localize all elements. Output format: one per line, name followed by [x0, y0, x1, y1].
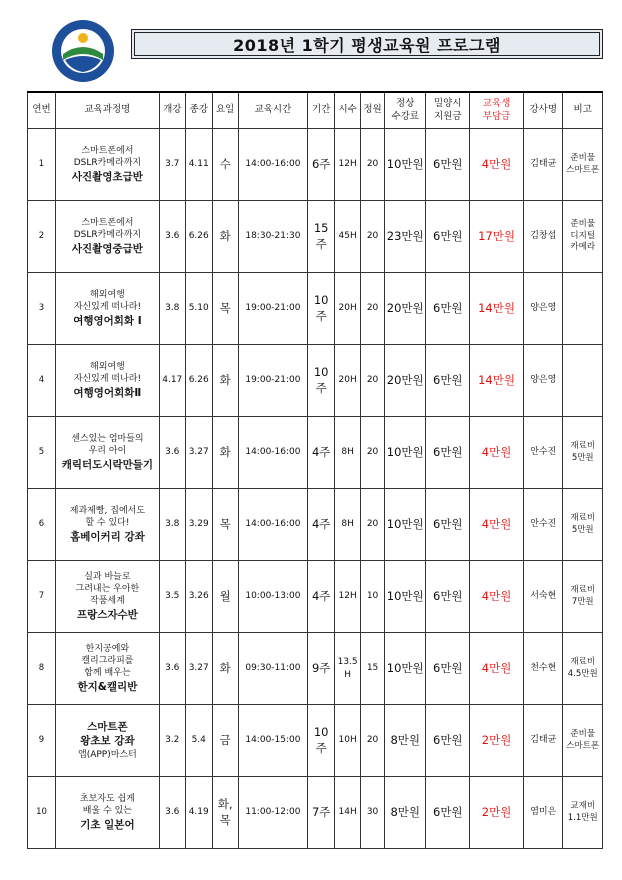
class-time: 09:30-11:00	[238, 633, 308, 705]
course-description-line: 해외여행	[90, 362, 125, 373]
course-description-line: 해외여행	[90, 290, 125, 301]
note-line: 7만원	[571, 596, 594, 607]
end-date: 5.10	[185, 273, 212, 345]
row-number: 9	[28, 705, 56, 777]
note-line: 5만원	[571, 452, 594, 463]
weekday: 월	[212, 561, 238, 633]
weekday: 화	[212, 633, 238, 705]
header-day: 요일	[212, 92, 238, 129]
header-student-line2: 부담금	[482, 110, 511, 122]
capacity: 20	[361, 417, 385, 489]
course-name-cell	[56, 273, 160, 345]
program-table	[27, 91, 603, 849]
regular-fee: 20만원	[384, 273, 426, 345]
regular-fee: 10만원	[384, 417, 426, 489]
weekday: 목	[212, 273, 238, 345]
table-row	[28, 777, 603, 849]
class-time: 10:00-13:00	[238, 561, 308, 633]
course-description-line: 초보자도 쉽게	[79, 794, 135, 805]
header-fee-line1: 정상	[396, 97, 415, 109]
note-cell	[563, 129, 603, 201]
row-number: 5	[28, 417, 56, 489]
header-capacity: 정원	[361, 92, 385, 129]
start-date: 3.7	[159, 129, 185, 201]
end-date: 3.29	[185, 489, 212, 561]
header-end: 종강	[185, 92, 212, 129]
total-hours-line: 13.5	[337, 657, 358, 668]
regular-fee: 10만원	[384, 561, 426, 633]
page-title: 2018년 1학기 평생교육원 프로그램	[233, 35, 501, 55]
course-name-cell	[56, 633, 160, 705]
start-date: 3.8	[159, 273, 185, 345]
city-support: 6만원	[426, 273, 470, 345]
student-charge: 2만원	[470, 777, 524, 849]
weekday: 수	[212, 129, 238, 201]
note-cell	[563, 777, 603, 849]
course-description-line: DSLR카메라까지	[73, 230, 142, 241]
course-title-bold: 사진촬영중급반	[71, 242, 143, 255]
capacity: 10	[361, 561, 385, 633]
header-support-line1: 밀양시	[434, 97, 462, 109]
instructor-name: 천수현	[524, 633, 563, 705]
student-charge: 14만원	[470, 345, 524, 417]
start-date: 3.8	[159, 489, 185, 561]
row-number: 6	[28, 489, 56, 561]
start-date: 3.6	[159, 201, 185, 273]
total-hours: 20H	[335, 273, 361, 345]
city-support: 6만원	[426, 633, 470, 705]
note-cell	[563, 201, 603, 273]
note-line: 스마트폰	[566, 740, 600, 751]
regular-fee: 10만원	[384, 489, 426, 561]
course-subtitle: 앱(APP)마스터	[78, 749, 137, 760]
weekday: 화	[212, 345, 238, 417]
total-hours: 10H	[335, 705, 361, 777]
table-body	[28, 129, 603, 849]
note-line: 재료비	[570, 585, 596, 596]
start-date: 3.6	[159, 417, 185, 489]
capacity: 20	[361, 345, 385, 417]
course-description-line: 함께 배우는	[84, 668, 131, 679]
regular-fee: 8만원	[384, 777, 426, 849]
note-line: 1.1만원	[567, 812, 598, 823]
end-date: 6.26	[185, 345, 212, 417]
capacity: 20	[361, 201, 385, 273]
header-period: 기간	[308, 92, 335, 129]
student-charge: 17만원	[470, 201, 524, 273]
header-fee-line2: 수강료	[391, 110, 419, 122]
student-charge: 4만원	[470, 561, 524, 633]
weekday: 목	[212, 489, 238, 561]
weekday: 화	[212, 201, 238, 273]
student-charge: 4만원	[470, 417, 524, 489]
course-title-bold: 여행영어회화 I	[73, 314, 142, 327]
course-description-line: 한지공예와	[85, 644, 130, 655]
table-row	[28, 129, 603, 201]
instructor-name: 김창섭	[524, 201, 563, 273]
class-time: 14:00-16:00	[238, 489, 308, 561]
note-cell	[563, 633, 603, 705]
start-date: 3.6	[159, 777, 185, 849]
header-support	[426, 92, 470, 129]
row-number: 3	[28, 273, 56, 345]
total-hours: 20H	[335, 345, 361, 417]
note-cell	[563, 489, 603, 561]
total-hours	[335, 633, 361, 705]
duration-weeks: 15주	[308, 201, 335, 273]
note-line: 준비물	[570, 153, 596, 164]
course-description-line: 자신있게 떠나라!	[73, 302, 142, 313]
capacity: 20	[361, 705, 385, 777]
course-description-line: 할 수 있다!	[85, 518, 130, 529]
course-title-bold: 여행영어회화Ⅱ	[73, 386, 142, 399]
instructor-name: 안수진	[524, 489, 563, 561]
weekday: 화,목	[212, 777, 238, 849]
total-hours: 12H	[335, 561, 361, 633]
class-time: 14:00-16:00	[238, 129, 308, 201]
end-date: 4.19	[185, 777, 212, 849]
duration-weeks: 6주	[308, 129, 335, 201]
student-charge: 4만원	[470, 633, 524, 705]
start-date: 4.17	[159, 345, 185, 417]
course-name-cell	[56, 489, 160, 561]
total-hours: 8H	[335, 489, 361, 561]
city-support: 6만원	[426, 777, 470, 849]
duration-weeks: 10주	[308, 345, 335, 417]
header-support-line2: 지원금	[434, 110, 462, 122]
student-charge: 4만원	[470, 489, 524, 561]
header-course: 교육과정명	[56, 92, 160, 129]
instructor-name: 김태균	[524, 705, 563, 777]
table-row	[28, 561, 603, 633]
instructor-name: 양은영	[524, 273, 563, 345]
note-line: 교재비	[570, 801, 596, 812]
course-name-cell	[56, 345, 160, 417]
page-title-box	[131, 29, 603, 59]
capacity: 15	[361, 633, 385, 705]
note-cell	[563, 705, 603, 777]
note-line: 재료비	[570, 513, 596, 524]
table-row	[28, 201, 603, 273]
course-title-bold: 홈베이커리 강좌	[70, 530, 145, 543]
row-number: 7	[28, 561, 56, 633]
regular-fee: 8만원	[384, 705, 426, 777]
note-line: 카메라	[570, 242, 596, 253]
table-row	[28, 633, 603, 705]
header-no: 연번	[28, 92, 56, 129]
city-support: 6만원	[426, 561, 470, 633]
duration-weeks: 10주	[308, 705, 335, 777]
note-line: 스마트폰	[566, 164, 600, 175]
class-time: 14:00-16:00	[238, 417, 308, 489]
end-date: 3.27	[185, 633, 212, 705]
course-description-line: 센스있는 엄마들의	[71, 434, 144, 445]
start-date: 3.5	[159, 561, 185, 633]
start-date: 3.2	[159, 705, 185, 777]
end-date: 4.11	[185, 129, 212, 201]
row-number: 10	[28, 777, 56, 849]
end-date: 3.27	[185, 417, 212, 489]
logo-emblem-icon	[50, 18, 116, 84]
city-support: 6만원	[426, 201, 470, 273]
instructor-name: 염미은	[524, 777, 563, 849]
course-description-line: 실과 바늘로	[84, 572, 131, 583]
city-support: 6만원	[426, 129, 470, 201]
regular-fee: 23만원	[384, 201, 426, 273]
course-title-bold: 기초 일본어	[80, 818, 135, 831]
row-number: 1	[28, 129, 56, 201]
course-description-line: 제과제빵, 집에서도	[69, 506, 146, 517]
city-support: 6만원	[426, 705, 470, 777]
header-time: 교육시간	[238, 92, 308, 129]
course-title-bold: 사진촬영초급반	[71, 170, 143, 183]
end-date: 5.4	[185, 705, 212, 777]
header-student-line1: 교육생	[482, 97, 511, 109]
capacity: 20	[361, 129, 385, 201]
header-student	[470, 92, 524, 129]
instructor-name: 안수진	[524, 417, 563, 489]
table-row	[28, 345, 603, 417]
instructor-name: 양은영	[524, 345, 563, 417]
course-description-line: 캘리그라피를	[81, 656, 134, 667]
class-time: 11:00-12:00	[238, 777, 308, 849]
institute-logo	[50, 18, 116, 84]
total-hours: 45H	[335, 201, 361, 273]
table-row	[28, 273, 603, 345]
student-charge: 2만원	[470, 705, 524, 777]
course-description-line: 그려내는 우아한	[75, 584, 140, 595]
weekday: 화	[212, 417, 238, 489]
course-title-bold: 캐릭터도시락만들기	[61, 458, 154, 471]
student-charge: 4만원	[470, 129, 524, 201]
duration-weeks: 4주	[308, 417, 335, 489]
course-name-cell	[56, 201, 160, 273]
total-hours: 14H	[335, 777, 361, 849]
table-row	[28, 417, 603, 489]
instructor-name: 김태균	[524, 129, 563, 201]
course-name-cell	[56, 417, 160, 489]
course-description-line: 스마트폰에서	[81, 218, 134, 229]
duration-weeks: 4주	[308, 489, 335, 561]
header-start: 개강	[159, 92, 185, 129]
table-row	[28, 705, 603, 777]
student-charge: 14만원	[470, 273, 524, 345]
start-date: 3.6	[159, 633, 185, 705]
total-hours: 8H	[335, 417, 361, 489]
total-hours: 12H	[335, 129, 361, 201]
note-line: 준비물	[570, 729, 596, 740]
city-support: 6만원	[426, 489, 470, 561]
course-title-bold: 프랑스자수반	[76, 608, 138, 621]
note-line: 디지털	[570, 230, 596, 241]
course-description-line: 우리 아이	[88, 446, 127, 457]
note-cell	[563, 417, 603, 489]
note-line: 준비물	[570, 219, 596, 230]
course-description-line: 자신있게 떠나라!	[73, 374, 142, 385]
class-time: 18:30-21:30	[238, 201, 308, 273]
table-header-row	[28, 92, 603, 129]
table-row	[28, 489, 603, 561]
class-time: 14:00-15:00	[238, 705, 308, 777]
city-support: 6만원	[426, 417, 470, 489]
course-name-cell	[56, 129, 160, 201]
duration-weeks: 4주	[308, 561, 335, 633]
class-time: 19:00-21:00	[238, 345, 308, 417]
course-title-bold: 스마트폰	[87, 721, 128, 734]
row-number: 2	[28, 201, 56, 273]
note-line: 재료비	[570, 657, 596, 668]
duration-weeks: 7주	[308, 777, 335, 849]
note-cell	[563, 561, 603, 633]
course-name-cell	[56, 561, 160, 633]
note-line: 5만원	[571, 524, 594, 535]
duration-weeks: 10주	[308, 273, 335, 345]
city-support: 6만원	[426, 345, 470, 417]
row-number: 4	[28, 345, 56, 417]
regular-fee: 10만원	[384, 129, 426, 201]
weekday: 금	[212, 705, 238, 777]
course-name-cell	[56, 777, 160, 849]
course-name-cell	[56, 705, 160, 777]
course-description-line: 작품세계	[90, 596, 125, 607]
end-date: 6.26	[185, 201, 212, 273]
note-cell	[563, 345, 603, 417]
capacity: 30	[361, 777, 385, 849]
capacity: 20	[361, 489, 385, 561]
instructor-name: 서숙현	[524, 561, 563, 633]
regular-fee: 20만원	[384, 345, 426, 417]
class-time: 19:00-21:00	[238, 273, 308, 345]
note-line: 4.5만원	[567, 668, 598, 679]
total-hours-line: H	[344, 669, 352, 680]
course-description-line: 배울 수 있는	[82, 806, 132, 817]
header-hours: 시수	[335, 92, 361, 129]
end-date: 3.26	[185, 561, 212, 633]
course-description-line: 스마트폰에서	[81, 146, 134, 157]
row-number: 8	[28, 633, 56, 705]
regular-fee: 10만원	[384, 633, 426, 705]
header-instructor: 강사명	[524, 92, 563, 129]
course-title-bold: 왕초보 강좌	[80, 735, 135, 748]
note-line: 재료비	[570, 441, 596, 452]
course-title-bold: 한지&캘리반	[77, 680, 138, 693]
header-fee	[384, 92, 426, 129]
capacity: 20	[361, 273, 385, 345]
note-cell	[563, 273, 603, 345]
course-description-line: DSLR카메라까지	[73, 158, 142, 169]
header-note: 비고	[563, 92, 603, 129]
duration-weeks: 9주	[308, 633, 335, 705]
